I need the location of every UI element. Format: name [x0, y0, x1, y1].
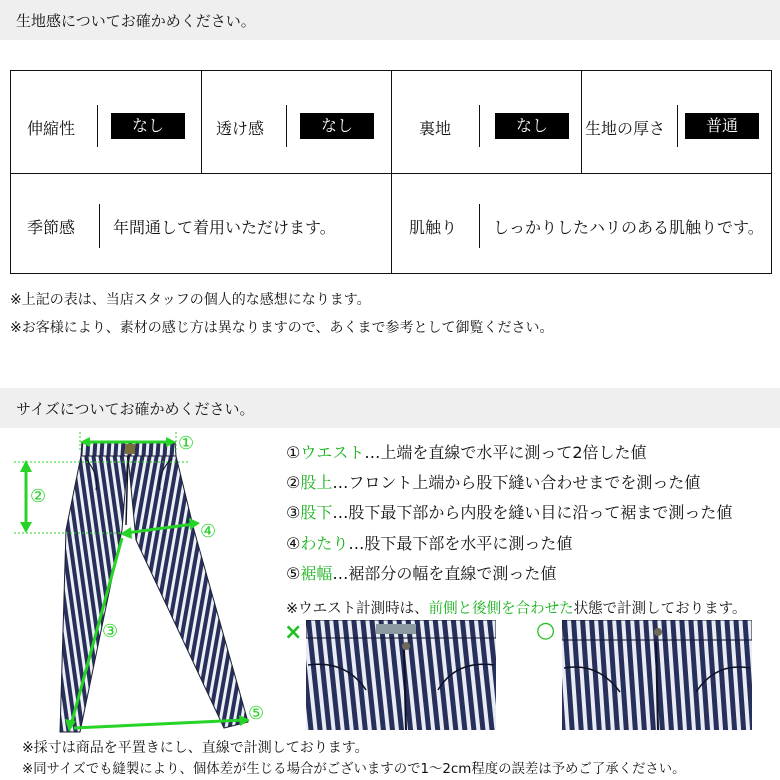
texture-value: しっかりしたハリのある肌触りです。 [493, 218, 764, 237]
measurement-item-waist: ①ウエスト…上端を直線で水平に測って2倍した値 [286, 443, 647, 462]
fabric-note-2: ※お客様により、素材の感じ方は異なりますので、あくまで参考として御覧ください。 [10, 320, 554, 336]
texture-label: 肌触り [409, 218, 458, 237]
measurement-item-inseam: ③股下…股下最下部から内股を縫い目に沿って裾まで測った値 [286, 503, 733, 522]
waist-photo-correct [562, 620, 752, 730]
bottom-note-1: ※採寸は商品を平置きにし、直線で計測しております。 [22, 740, 369, 756]
pants-measurement-illustration [10, 430, 295, 735]
marker-4: ④ [200, 521, 217, 542]
label-separator [677, 105, 678, 147]
measurement-item-rise: ②股上…フロント上端から股下縫い合わせまでを測った値 [286, 473, 701, 492]
fabric-table [10, 70, 772, 274]
measurement-item-hem: ⑤裾幅…裾部分の幅を直線で測った値 [286, 564, 557, 583]
thickness-value-badge: 普通 [685, 113, 759, 139]
fabric-note-1: ※上記の表は、当店スタッフの個人的な感想になります。 [10, 292, 371, 308]
stretch-value-badge: なし [111, 113, 185, 139]
waist-tag [125, 444, 135, 454]
bottom-note-2: ※同サイズでも縫製により、個体差が生じる場合がございますので1～2cm程度の誤差は予めご了承ください。 [22, 762, 686, 777]
marker-1: ① [178, 433, 195, 454]
label-separator [99, 204, 100, 248]
fabric-section-title: 生地感についてお確かめください。 [16, 12, 256, 30]
season-value: 年間通して着用いただけます。 [113, 218, 336, 237]
cell-divider [581, 71, 582, 173]
marker-3: ③ [102, 621, 119, 642]
cell-divider [391, 174, 392, 273]
sheer-label: 透け感 [216, 119, 265, 138]
label-separator [286, 105, 287, 147]
season-label: 季節感 [27, 218, 76, 237]
fabric-table-row-2 [11, 174, 771, 273]
lining-label: 裏地 [419, 119, 452, 138]
label-separator [97, 105, 98, 147]
stretch-label: 伸縮性 [27, 119, 76, 138]
label-separator [479, 204, 480, 248]
wrong-mark-icon: × [284, 620, 303, 645]
cell-divider [201, 71, 202, 173]
lining-value-badge: なし [495, 113, 569, 139]
sheer-value-badge: なし [300, 113, 374, 139]
correct-mark-icon: ○ [536, 618, 556, 643]
label-separator [479, 105, 480, 147]
marker-2: ② [30, 486, 47, 507]
waist-photo-incorrect [306, 620, 496, 730]
marker-5: ⑤ [248, 703, 265, 724]
size-section-header [0, 388, 780, 428]
pants-image [60, 442, 248, 732]
cell-divider [391, 71, 392, 173]
thickness-label: 生地の厚さ [585, 119, 666, 138]
measurement-item-thigh: ④わたり…股下最下部を水平に測った値 [286, 534, 573, 553]
size-section-title: サイズについてお確かめください。 [16, 400, 255, 418]
fabric-section-header [0, 0, 780, 40]
fabric-table-row-1 [11, 71, 771, 174]
waist-measurement-note: ※ウエスト計測時は、前側と後側を合わせた状態で計測しております。 [286, 601, 747, 617]
